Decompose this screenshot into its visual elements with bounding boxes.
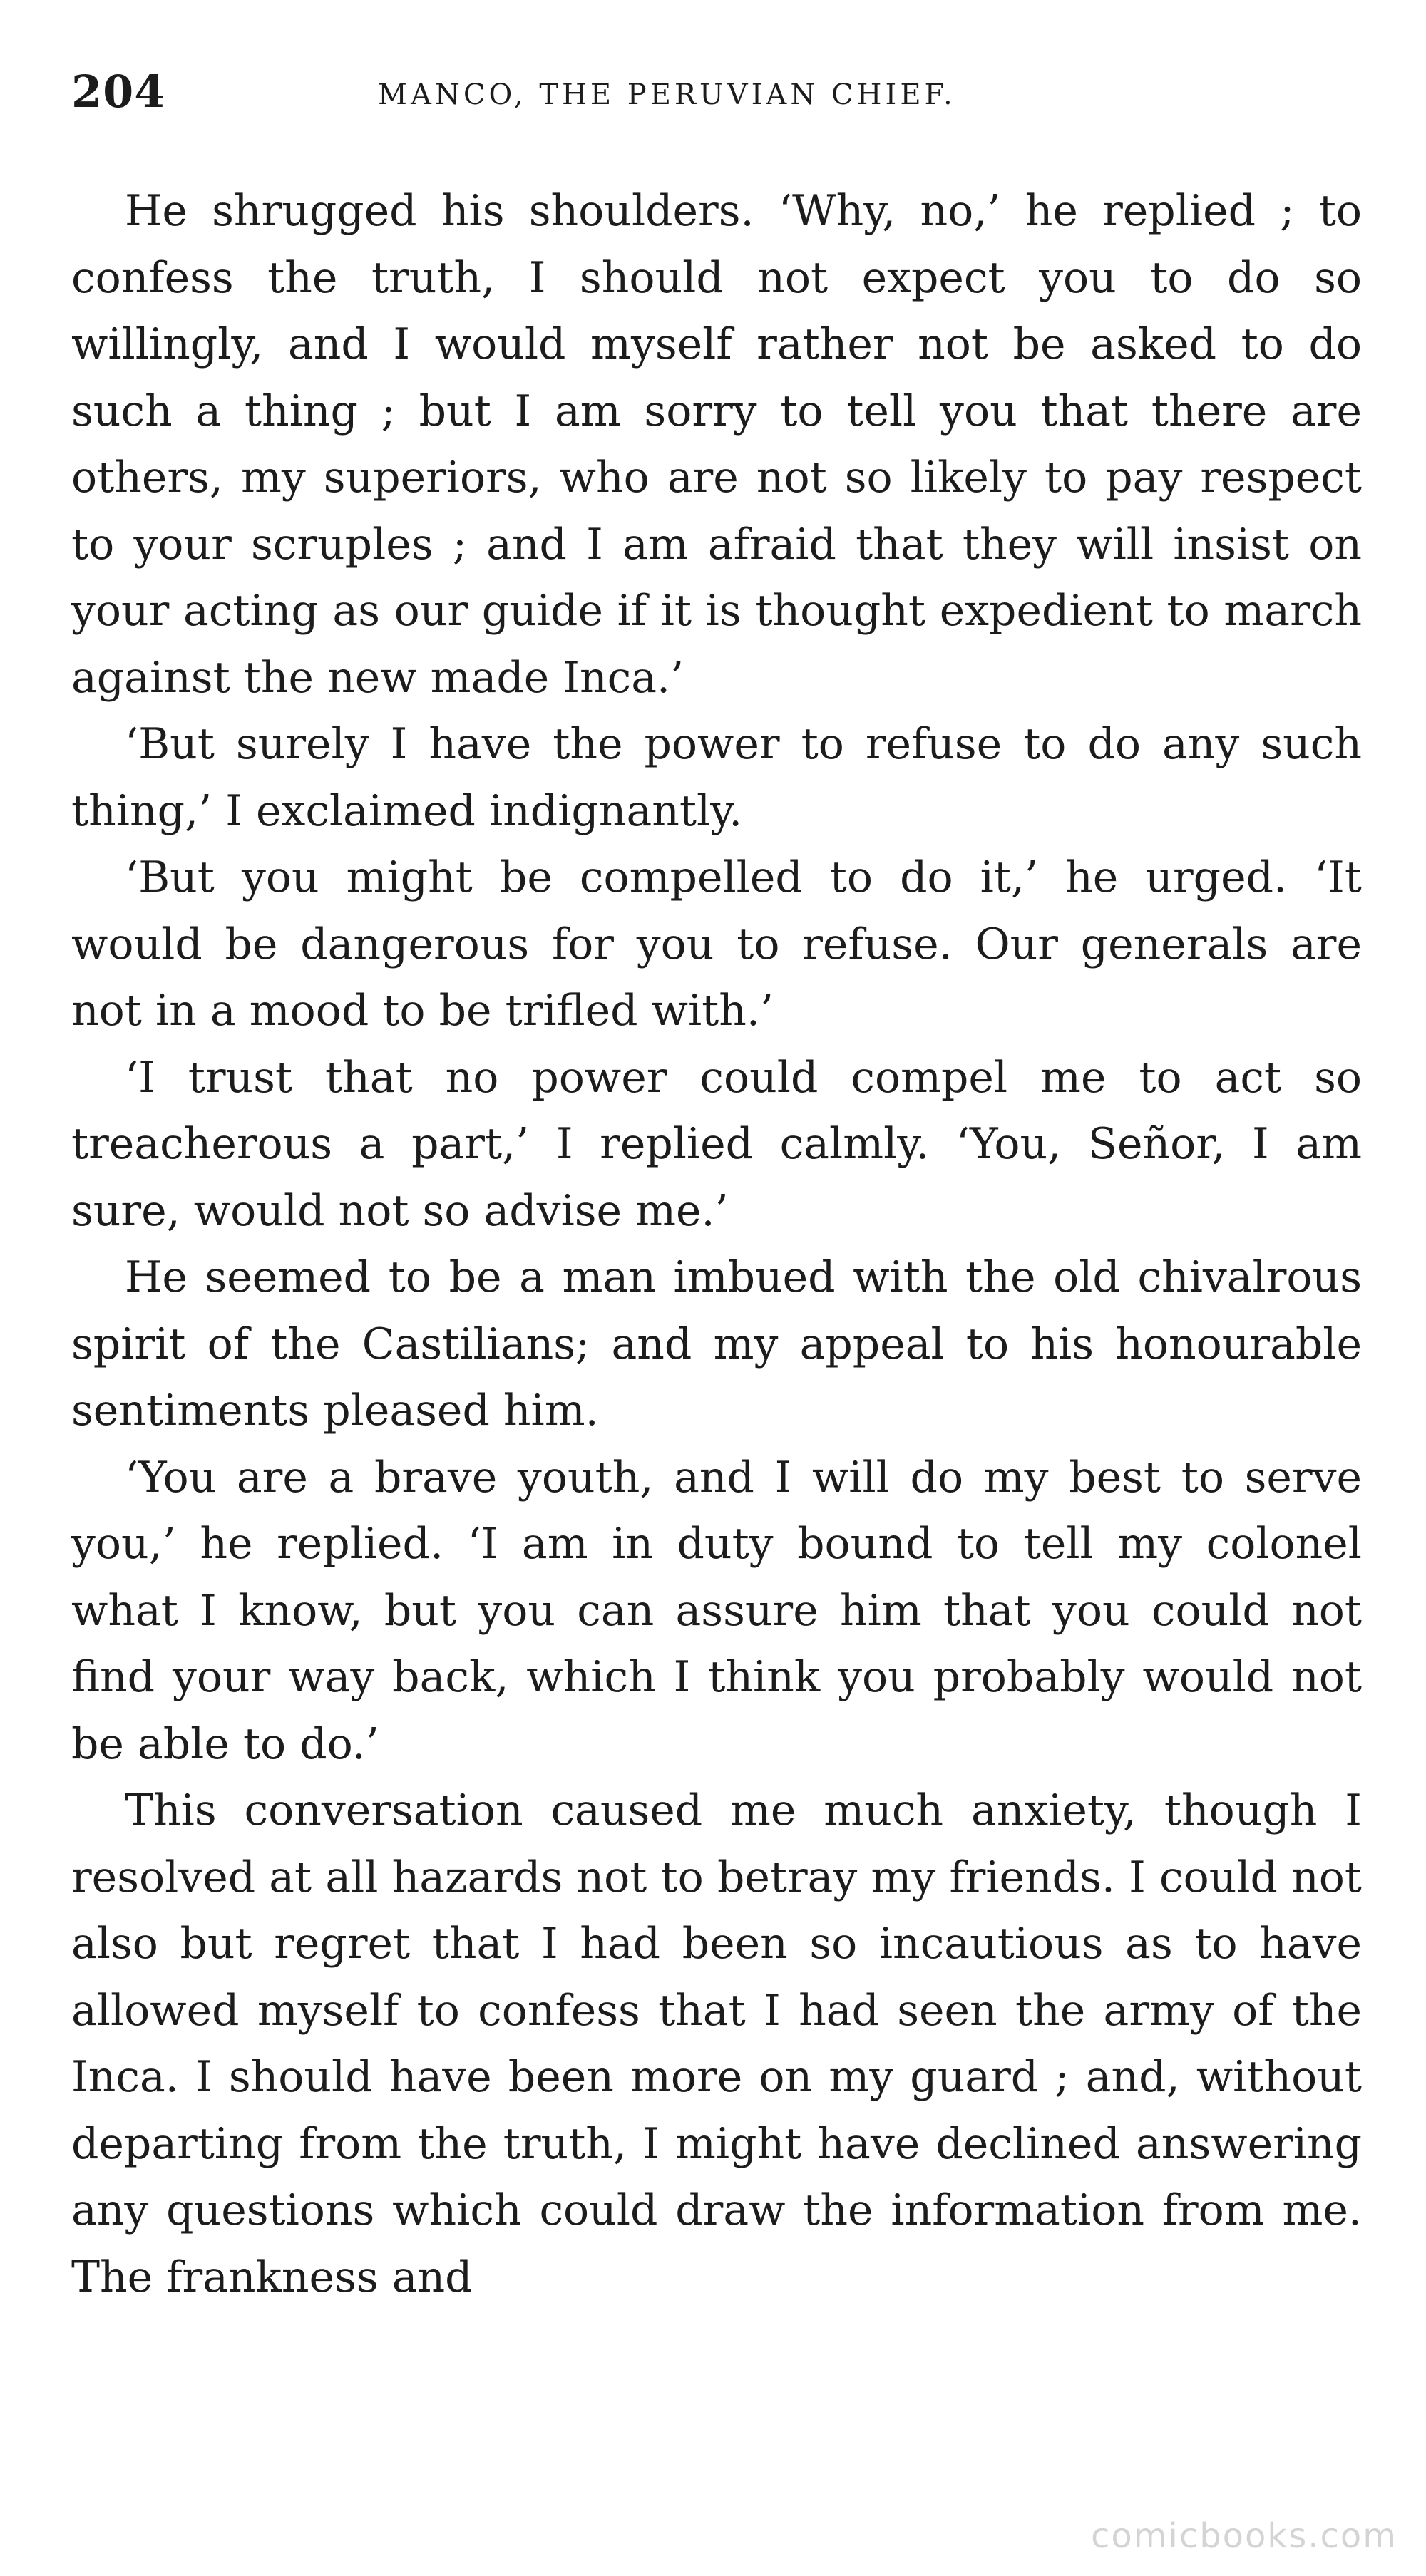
- paragraph: ‘But you might be compelled to do it,’ he urged. ‘It would be dangerous for you to refuse. Our generals are not in a mood to be trifled with.’: [71, 852, 1362, 1036]
- running-title: MANCO, THE PERUVIAN CHIEF.: [378, 78, 956, 111]
- paragraph: This conversation caused me much anxiety, though I resolved at all hazards not to betray my friends. I could not also but regret that I had been so incautious as to have allowed myself to confess that I had seen the army of the Inca. I should have been more on my guard ; and, without departing from the truth, I might have declined answering any questions which could draw the information from me. The frankness and: [71, 1786, 1362, 2302]
- watermark: comicbooks.com: [1090, 2516, 1397, 2556]
- text-body: [71, 178, 1362, 2311]
- paragraph: He shrugged his shoulders. ‘Why, no,’ he replied ; to confess the truth, I should not expect you to do so willingly, and I would myself rather not be asked to do such a thing ; but I am sorry to tell you that there are others, my superiors, who are not so likely to pay respect to your scruples ; and I am afraid that they will insist on your acting as our guide if it is thought expedient to march against the new made Inca.’: [71, 186, 1362, 703]
- page-number: 204: [71, 66, 166, 118]
- paragraph: He seemed to be a man imbued with the old chivalrous spirit of the Castilians; and my appeal to his honourable sentiments pleased him.: [71, 1252, 1362, 1436]
- paragraph: ‘But surely I have the power to refuse to do any such thing,’ I exclaimed indignantly.: [71, 719, 1362, 836]
- paragraph: ‘I trust that no power could compel me to act so treacherous a part,’ I replied calmly. ‘You, Señor, I am sure, would not so advise me.’: [71, 1052, 1362, 1236]
- page-header: [71, 66, 1355, 130]
- paragraph: ‘You are a brave youth, and I will do my best to serve you,’ he replied. ‘I am in duty bound to tell my colonel what I know, but you can assure him that you could not find your way back, which I think you probably would not be able to do.’: [71, 1452, 1362, 1769]
